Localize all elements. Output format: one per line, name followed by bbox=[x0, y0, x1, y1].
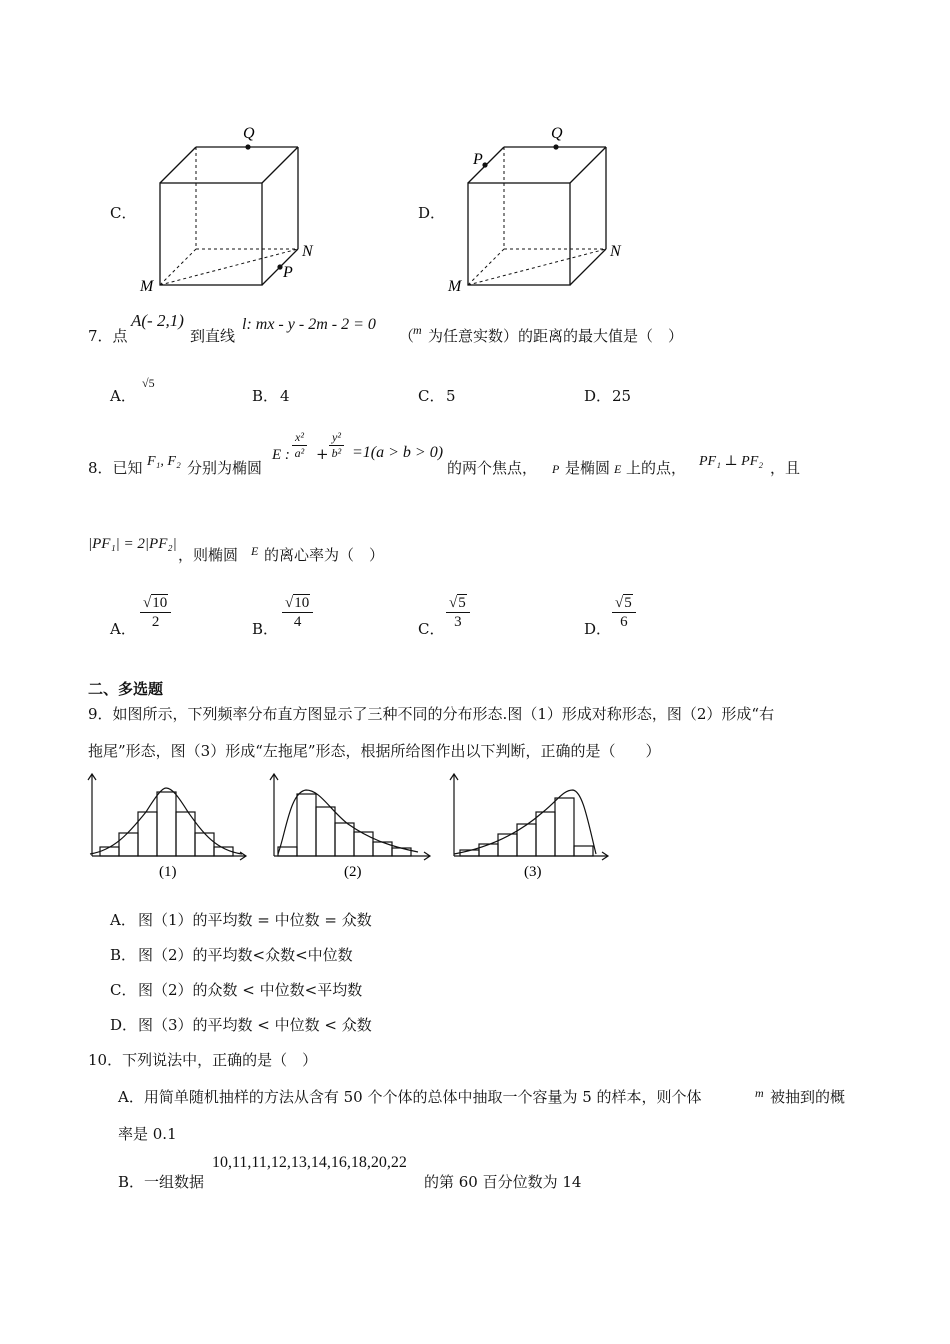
q8-text4: 上的点， bbox=[626, 459, 687, 477]
q8-option-d-label: D． bbox=[584, 620, 612, 638]
label-q: Q bbox=[551, 125, 563, 142]
q7-option-a-value: √5 bbox=[142, 376, 155, 390]
q8-plus: + bbox=[316, 445, 329, 463]
q8-e-var: E bbox=[614, 462, 622, 476]
q8-perp: PF₁ ⊥ PF₂ bbox=[699, 454, 764, 469]
q9-option-b-text: 图（2）的平均数<众数<中位数 bbox=[138, 946, 353, 964]
q8-frac-x: $\frac{\text{x²}}{\text{a²}}$ bbox=[292, 430, 307, 461]
hist1-curve bbox=[90, 788, 242, 854]
q8-e-var2: E bbox=[251, 544, 259, 558]
q10-option-a-line1-end: 被抽到的概 bbox=[770, 1088, 846, 1106]
histogram-3 bbox=[448, 772, 618, 884]
label-q: Q bbox=[243, 125, 255, 142]
q10-option-a-line2: 率是 0.1 bbox=[118, 1125, 177, 1143]
hist1-bar bbox=[195, 833, 214, 856]
point-q-dot bbox=[245, 144, 250, 149]
cube-c-front-face bbox=[160, 183, 262, 285]
cube-figure-c bbox=[140, 120, 330, 300]
hist3-caption: (3) bbox=[524, 864, 542, 880]
q8-abs-condition: |PF₁| = 2|PF₂| bbox=[88, 536, 177, 552]
q10-option-b-data: 10,11,11,12,13,14,16,18,20,22 bbox=[212, 1154, 407, 1171]
q10-option-b-pre: B．一组数据 bbox=[118, 1173, 205, 1191]
label-n: N bbox=[610, 243, 621, 260]
point-p-dot bbox=[277, 264, 282, 269]
q7-option-a-label: A． bbox=[110, 387, 136, 405]
q9-option-b-label: B． bbox=[110, 946, 137, 964]
q7-point: A(- 2,1) bbox=[131, 311, 184, 330]
q8-text1: 分别为椭圆 bbox=[187, 459, 263, 477]
q7-option-b-label: B． bbox=[252, 387, 279, 405]
hist1-bar bbox=[157, 792, 176, 856]
q9-option-a-text: 图（1）的平均数 = 中位数 = 众数 bbox=[138, 911, 372, 929]
q8-option-c-label: C． bbox=[418, 620, 445, 638]
hist2-caption: (2) bbox=[344, 864, 362, 880]
q8-option-a-fraction: $\frac{√10}{2}$ bbox=[140, 594, 171, 631]
label-m: M bbox=[140, 278, 154, 295]
q8-text2: 的两个焦点， bbox=[447, 459, 538, 477]
q9-option-d-label: D． bbox=[110, 1016, 138, 1034]
q8-option-d-fraction: $\frac{√5}{6}$ bbox=[612, 594, 636, 631]
label-p: P bbox=[283, 264, 293, 281]
q8-number: 8．已知 bbox=[88, 459, 143, 477]
option-d-label: D． bbox=[418, 204, 446, 222]
q7-line-equation: l: mx - y - 2m - 2 = 0 bbox=[242, 316, 376, 333]
q8-option-a-label: A． bbox=[110, 620, 136, 638]
q7-to-line: 到直线 bbox=[190, 327, 236, 345]
q9-option-c-text: 图（2）的众数 < 中位数<平均数 bbox=[138, 981, 363, 999]
q7-option-d-label: D． bbox=[584, 387, 612, 405]
q7-option-b-value: 4 bbox=[280, 387, 290, 405]
histogram-1 bbox=[86, 772, 256, 884]
q7-option-c-value: 5 bbox=[446, 387, 456, 405]
label-m: M bbox=[448, 278, 462, 295]
q8-frac-y: $\frac{\text{y²}}{\text{b²}}$ bbox=[329, 430, 344, 461]
hist1-caption: (1) bbox=[159, 864, 177, 880]
q8-option-c-fraction: $\frac{√5}{3}$ bbox=[446, 594, 470, 631]
hist1-bar bbox=[100, 847, 119, 856]
q10-stem: 10．下列说法中，正确的是（ ） bbox=[88, 1051, 318, 1069]
cube-figure-d bbox=[448, 120, 638, 300]
label-p: P bbox=[473, 151, 483, 168]
q10-option-a-line1: A．用简单随机抽样的方法从含有 50 个个体的总体中抽取一个容量为 5 的样本，则个体 bbox=[118, 1088, 702, 1106]
q8-text5: ，且 bbox=[770, 459, 801, 477]
q8-text3: 是椭圆 bbox=[565, 459, 611, 477]
q7-m-var: m bbox=[413, 323, 422, 337]
q10-option-b-post: 的第 60 百分位数为 14 bbox=[424, 1173, 582, 1191]
q10-option-a-m: m bbox=[755, 1086, 764, 1100]
q8-text6: ，则椭圆 bbox=[178, 546, 239, 564]
q7-option-c-label: C． bbox=[418, 387, 445, 405]
option-c-label: C． bbox=[110, 204, 137, 222]
q7-paren-open: （ bbox=[399, 327, 415, 345]
q8-condition: =1(a > b > 0) bbox=[352, 444, 444, 461]
q9-option-c-label: C． bbox=[110, 981, 137, 999]
q8-ellipse-e: E : bbox=[272, 447, 290, 463]
section-title: 二、多选题 bbox=[88, 680, 164, 698]
q7-option-d-value: 25 bbox=[612, 387, 632, 405]
label-n: N bbox=[302, 243, 313, 260]
q8-p-var: P bbox=[552, 462, 560, 476]
q8-option-b-label: B． bbox=[252, 620, 279, 638]
q8-text7: 的离心率为（ ） bbox=[264, 546, 385, 564]
q8-option-b-fraction: $\frac{√10}{4}$ bbox=[282, 594, 313, 631]
hist1-bar bbox=[119, 833, 138, 856]
q9-stem-line1: 9．如图所示，下列频率分布直方图显示了三种不同的分布形态.图（1）形成对称形态，图（2）形成“右 bbox=[88, 705, 775, 723]
q9-option-a-label: A． bbox=[110, 911, 136, 929]
q9-option-d-text: 图（3）的平均数 < 中位数 < 众数 bbox=[138, 1016, 372, 1034]
q7-condition: 为任意实数）的距离的最大值是（ ） bbox=[428, 327, 684, 345]
q9-stem-line2: 拖尾”形态，图（3）形成“左拖尾”形态，根据所给图作出以下判断，正确的是（ ） bbox=[88, 742, 661, 760]
histogram-2 bbox=[268, 772, 438, 884]
q7-number: 7．点 bbox=[88, 327, 128, 345]
q8-foci: F₁, F₂ bbox=[147, 454, 181, 469]
